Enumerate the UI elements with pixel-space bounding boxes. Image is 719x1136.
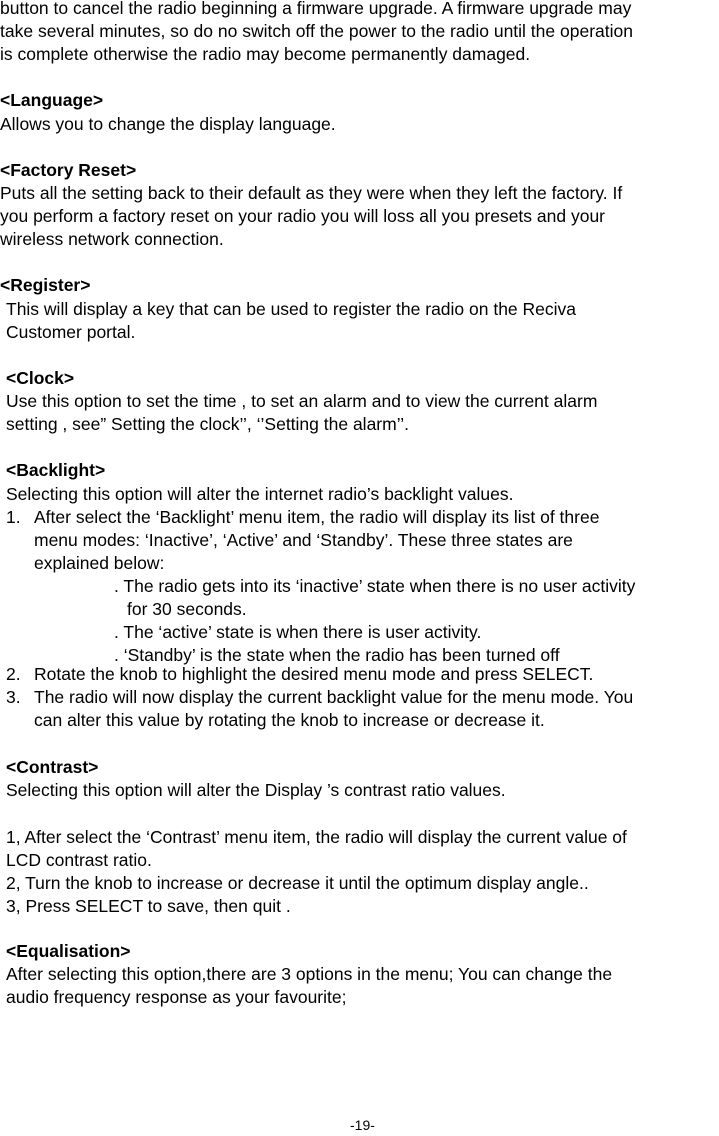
equalisation-text: After selecting this option,there are 3 options in the menu; You can change the — [6, 964, 613, 984]
factory-reset-heading: <Factory Reset> — [0, 160, 137, 180]
backlight-mode-item: . The ‘active’ state is when there is user activity. — [114, 622, 482, 642]
backlight-step-number: 1. — [6, 507, 21, 527]
contrast-heading: <Contrast> — [6, 757, 99, 777]
factory-reset-text: wireless network connection. — [0, 229, 224, 249]
contrast-step: 2, Turn the knob to increase or decrease it until the optimum display angle.. — [6, 873, 589, 893]
clock-text: Use this option to set the time , to set an alarm and to view the current alarm — [6, 391, 598, 411]
contrast-intro: Selecting this option will alter the Display ’s contrast ratio values. — [6, 780, 506, 800]
clock-text: setting , see” Setting the clock’’, ‘’Setting the alarm’’. — [6, 414, 410, 434]
contrast-step: 1, After select the ‘Contrast’ menu item, the radio will display the current value of — [6, 827, 627, 847]
clock-heading: <Clock> — [6, 368, 75, 388]
language-heading: <Language> — [0, 90, 104, 110]
register-text: This will display a key that can be used to register the radio on the Reciva — [6, 299, 577, 319]
intro-line: take several minutes, so do no switch off the power to the radio until the operation — [0, 21, 633, 41]
register-heading: <Register> — [0, 275, 91, 295]
backlight-mode-item: . ‘Standby’ is the state when the radio has been turned off — [114, 645, 560, 665]
backlight-step-text: After select the ‘Backlight’ menu item, the radio will display its list of three — [34, 507, 600, 527]
page-number: -19- — [350, 1117, 375, 1133]
backlight-step-text: can alter this value by rotating the knob to increase or decrease it. — [34, 710, 545, 730]
backlight-intro: Selecting this option will alter the internet radio’s backlight values. — [6, 484, 514, 504]
intro-line: is complete otherwise the radio may become permanently damaged. — [0, 44, 531, 64]
backlight-mode-item: for 30 seconds. — [127, 599, 247, 619]
backlight-step-number: 3. — [6, 687, 21, 707]
backlight-step-number: 2. — [6, 664, 21, 684]
backlight-heading: <Backlight> — [6, 460, 106, 480]
backlight-mode-item: . The radio gets into its ‘inactive’ state when there is no user activity — [114, 576, 636, 596]
contrast-step: LCD contrast ratio. — [6, 850, 152, 870]
equalisation-heading: <Equalisation> — [6, 941, 131, 961]
factory-reset-text: Puts all the setting back to their default as they were when they left the factory. If — [0, 183, 623, 203]
register-text: Customer portal. — [6, 322, 136, 342]
equalisation-text: audio frequency response as your favourite; — [6, 987, 347, 1007]
backlight-step-text: menu modes: ‘Inactive’, ‘Active’ and ‘Standby’. These three states are — [34, 530, 573, 550]
backlight-step-text: explained below: — [34, 553, 165, 573]
intro-line: button to cancel the radio beginning a firmware upgrade. A firmware upgrade may — [0, 0, 632, 18]
backlight-step-text: Rotate the knob to highlight the desired menu mode and press SELECT. — [34, 664, 594, 684]
factory-reset-text: you perform a factory reset on your radio you will loss all you presets and your — [0, 206, 606, 226]
backlight-step-text: The radio will now display the current backlight value for the menu mode. You — [34, 687, 634, 707]
language-text: Allows you to change the display language. — [0, 114, 336, 134]
contrast-step: 3, Press SELECT to save, then quit . — [6, 896, 291, 916]
